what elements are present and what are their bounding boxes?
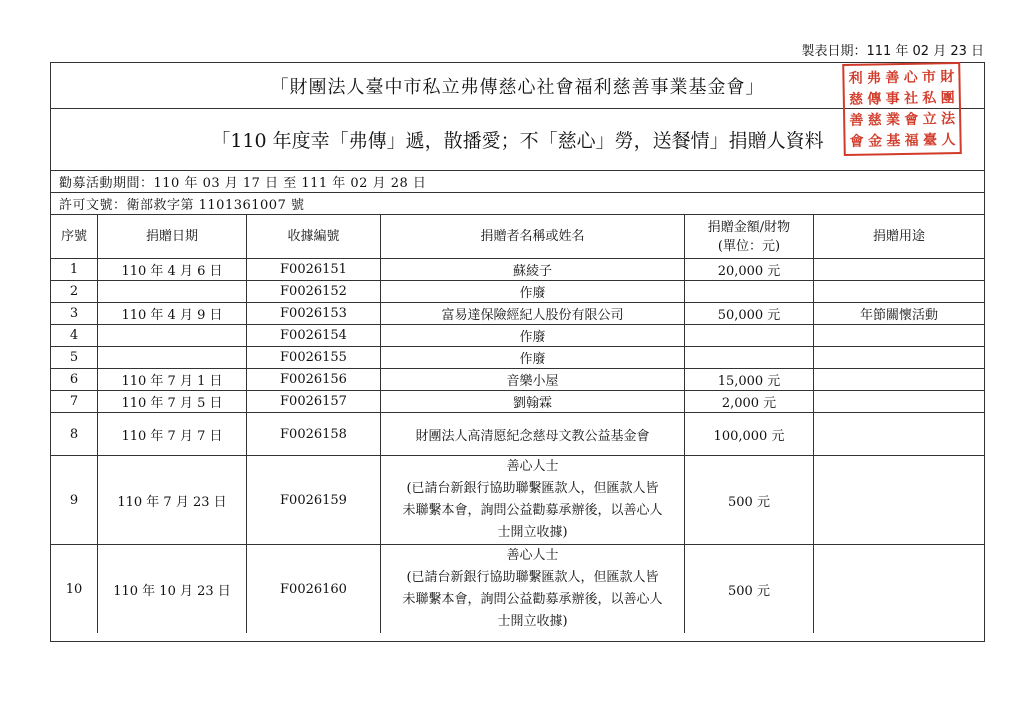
table-row	[51, 281, 984, 303]
cell-amount: 500 元	[685, 456, 814, 545]
donor-line: 士開立收據)	[497, 614, 568, 629]
col-header-donor: 捐贈者名稱或姓名	[381, 215, 685, 259]
cell-receipt: F0026158	[247, 413, 381, 456]
donor-table	[51, 215, 984, 633]
cell-no: 10	[51, 545, 98, 634]
donor-line: 善心人士	[506, 459, 559, 474]
seal-glyph: 傳	[867, 90, 882, 108]
seal-glyph: 市	[921, 68, 937, 86]
cell-purpose	[814, 413, 985, 456]
seal-glyph: 弗	[866, 69, 882, 87]
cell-receipt: F0026152	[247, 281, 381, 303]
cell-amount: 20,000 元	[685, 259, 814, 281]
seal-glyph: 人	[941, 131, 956, 148]
seal-glyph: 事	[885, 90, 900, 107]
table-row	[51, 347, 984, 369]
seal-glyph: 社	[903, 90, 919, 107]
seal-glyph: 慈	[867, 111, 882, 129]
seal-glyph: 利	[848, 70, 863, 87]
cell-receipt: F0026154	[247, 325, 381, 347]
cell-purpose	[814, 391, 985, 413]
cell-receipt: F0026153	[247, 303, 381, 325]
cell-no: 5	[51, 347, 98, 369]
cell-no: 2	[51, 281, 98, 303]
cell-donor	[381, 456, 685, 545]
cell-no: 7	[51, 391, 98, 413]
seal-glyph: 私	[922, 89, 937, 107]
cell-receipt: F0026157	[247, 391, 381, 413]
table-row	[51, 391, 984, 413]
cell-purpose	[814, 456, 985, 545]
cell-donor: 音樂小屋	[381, 369, 685, 391]
cell-no: 3	[51, 303, 98, 325]
cell-date: 110 年 7 月 23 日	[98, 456, 247, 545]
table-row	[51, 456, 984, 545]
cell-donor: 作廢	[381, 281, 685, 303]
cell-receipt: F0026155	[247, 347, 381, 369]
seal-glyph: 慈	[848, 91, 864, 108]
col-header-no: 序號	[51, 215, 98, 259]
cell-amount	[685, 347, 814, 369]
cell-purpose	[814, 281, 985, 303]
seal-glyph: 會	[849, 133, 864, 150]
seal-glyph: 金	[867, 132, 883, 150]
cell-amount	[685, 325, 814, 347]
cell-no: 6	[51, 369, 98, 391]
document-title: 「110 年度幸「弗傳」遞，散播愛；不「慈心」勞，送餐情」捐贈人資料	[51, 109, 984, 171]
campaign-period: 勸募活動期間：110 年 03 月 17 日 至 111 年 02 月 28 日	[51, 171, 984, 193]
cell-no: 9	[51, 456, 98, 545]
cell-date	[98, 281, 247, 303]
seal-glyph: 法	[940, 110, 956, 127]
cell-date: 110 年 4 月 9 日	[98, 303, 247, 325]
cell-date: 110 年 7 月 7 日	[98, 413, 247, 456]
table-row	[51, 303, 984, 325]
table-row	[51, 545, 984, 634]
col-header-date: 捐贈日期	[98, 215, 247, 259]
table-row	[51, 325, 984, 347]
seal-glyph: 善	[849, 112, 864, 129]
cell-purpose	[814, 347, 985, 369]
organization-seal-stamp	[842, 62, 962, 156]
col-header-amount-line1: 捐贈金額/財物	[707, 219, 791, 235]
cell-purpose	[814, 325, 985, 347]
col-header-purpose: 捐贈用途	[814, 215, 985, 259]
cell-donor	[381, 545, 685, 634]
cell-purpose: 年節關懷活動	[814, 303, 985, 325]
cell-donor: 劉翰霖	[381, 391, 685, 413]
donor-line: (已請台新銀行協助聯繫匯款人，但匯款人皆	[406, 570, 659, 585]
seal-glyph: 團	[940, 89, 955, 106]
cell-donor: 蘇綾子	[381, 259, 685, 281]
cell-date: 110 年 10 月 23 日	[98, 545, 247, 634]
cell-amount: 500 元	[685, 545, 814, 634]
seal-glyph: 財	[940, 68, 955, 85]
table-header-row	[51, 215, 984, 259]
cell-date: 110 年 7 月 1 日	[98, 369, 247, 391]
cell-amount: 15,000 元	[685, 369, 814, 391]
cell-purpose	[814, 259, 985, 281]
cell-receipt: F0026151	[247, 259, 381, 281]
cell-date	[98, 347, 247, 369]
table-row	[51, 259, 984, 281]
cell-no: 4	[51, 325, 98, 347]
cell-purpose	[814, 369, 985, 391]
seal-glyph: 基	[886, 132, 901, 149]
cell-receipt: F0026160	[247, 545, 381, 634]
document-date: 製表日期：111 年 02 月 23 日	[801, 44, 984, 59]
cell-amount	[685, 281, 814, 303]
cell-donor: 作廢	[381, 325, 685, 347]
cell-donor: 財團法人高清愿紀念慈母文教公益基金會	[381, 413, 685, 456]
table-row	[51, 413, 984, 456]
donor-line: 未聯繫本會，詢問公益勸募承辦後，以善心人	[402, 503, 663, 518]
permit-number: 許可文號：衛部救字第 1101361007 號	[51, 193, 984, 215]
seal-glyph: 立	[922, 110, 937, 128]
col-header-amount-line2: (單位：元)	[717, 238, 781, 254]
seal-glyph: 心	[903, 69, 918, 86]
donor-document	[50, 62, 985, 642]
col-header-amount	[685, 215, 814, 259]
donor-line: 士開立收據)	[497, 525, 568, 540]
donor-line: 未聯繫本會，詢問公益勸募承辦後，以善心人	[402, 592, 663, 607]
table-row	[51, 369, 984, 391]
seal-glyph: 福	[904, 132, 919, 149]
cell-receipt: F0026159	[247, 456, 381, 545]
cell-no: 8	[51, 413, 98, 456]
cell-date	[98, 325, 247, 347]
donor-line: (已請台新銀行協助聯繫匯款人，但匯款人皆	[406, 481, 659, 496]
cell-receipt: F0026156	[247, 369, 381, 391]
cell-amount: 2,000 元	[685, 391, 814, 413]
seal-glyph: 臺	[922, 131, 938, 149]
organization-name: 「財團法人臺中市私立弗傳慈心社會福利慈善事業基金會」	[51, 63, 984, 109]
cell-purpose	[814, 545, 985, 634]
cell-date: 110 年 4 月 6 日	[98, 259, 247, 281]
cell-date: 110 年 7 月 5 日	[98, 391, 247, 413]
seal-glyph: 善	[885, 69, 900, 86]
cell-donor: 作廢	[381, 347, 685, 369]
col-header-receipt: 收據編號	[247, 215, 381, 259]
cell-amount: 100,000 元	[685, 413, 814, 456]
cell-no: 1	[51, 259, 98, 281]
cell-donor: 富易達保險經紀人股份有限公司	[381, 303, 685, 325]
seal-glyph: 會	[904, 111, 919, 128]
seal-glyph: 業	[885, 111, 901, 128]
cell-amount: 50,000 元	[685, 303, 814, 325]
donor-line: 善心人士	[506, 548, 559, 563]
